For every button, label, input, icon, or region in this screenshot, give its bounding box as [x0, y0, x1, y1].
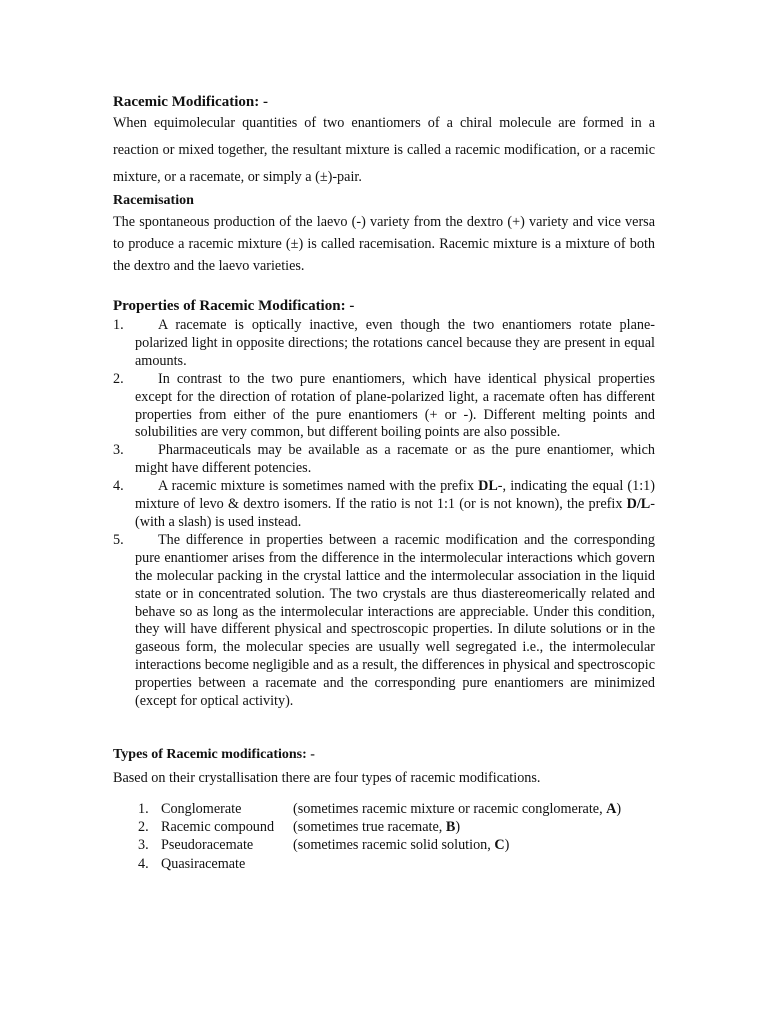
racemic-modification-heading: Racemic Modification: - [113, 94, 268, 110]
racemic-modification-body: When equimolecular quantities of two enantiomers of a chiral molecule are formed in a reaction or mixed together, the resultant mixture is called a racemic modification, or a racemic mixture, or a racemate, or simply a (±)-pair. [113, 115, 655, 185]
list-item: 2. In contrast to the two pure enantiomers, which have identical physical properties except for the direction of rotation of plane-polarized light, a racemate often has different properties from either of the pure enantiomers (+ or -). Different melting points and solubilities are very common, but different boiling points are also possible. [113, 370, 655, 441]
properties-heading: Properties of Racemic Modification: - [113, 298, 355, 314]
racemisation-body: The spontaneous production of the laevo (-) variety from the dextro (+) variety and vice versa to produce a racemic mixture (±) is called racemisation. Racemic mixture is a mixture of both the dextro and the laevo varieties. [113, 214, 655, 274]
prefix-d-slash-l: D/L [626, 496, 651, 513]
list-item: 1. Conglomerate (sometimes racemic mixture or racemic conglomerate, A) [138, 801, 622, 817]
racemisation-section [113, 193, 655, 277]
list-item: 3. Pharmaceuticals may be available as a racemate or as the pure enantiomer, which might have different potencies. [113, 442, 655, 477]
list-item: 4. Quasiracemate [138, 855, 246, 872]
list-item: 4. A racemic mixture is sometimes named with the prefix DL-, indicating the equal (1:1) mixture of levo & dextro isomers. If the ratio is not 1:1 (or is not known), the prefix D/L- (with a slash) is used instead. [113, 478, 655, 530]
types-intro: Based on their crystallisation there are four types of racemic modifications. [113, 770, 541, 786]
types-list [138, 800, 678, 873]
racemisation-heading: Racemisation [113, 193, 194, 208]
list-item: 3. Pseudoracemate (sometimes racemic solid solution, C) [138, 837, 510, 854]
types-heading: Types of Racemic modifications: - [113, 747, 315, 762]
prefix-dl: DL [478, 478, 498, 495]
racemic-modification-section [113, 94, 655, 191]
types-section [113, 747, 655, 787]
list-item: 5. The difference in properties between a racemic modification and the corresponding pure enantiomer arises from the difference in the intermolecular interactions which govern the molecular packing in the crystal lattice and the intermolecular association in the liquid state or in concentrated solution. The two crystals are thus diastereomerically related and behave so as long as the intermolecular interactions are appreciable. Under this condition, they will have different physical and spectroscopic properties. In dilute solutions or in the gaseous form, the molecular species are usually well segregated i.e., the intermolecular interactions become negligible and as a result, the differences in physical and spectroscopic properties between a racemate and the corresponding pure enantiomers are minimized (except for optical activity). [113, 531, 655, 710]
properties-list [113, 317, 655, 711]
list-item: 2. Racemic compound (sometimes true racemate, B) [138, 819, 461, 836]
list-item: 1. A racemate is optically inactive, even though the two enantiomers rotate plane-polarized light in opposite directions; the rotations cancel because they are present in equal amounts. [113, 317, 655, 369]
properties-section [113, 298, 655, 711]
